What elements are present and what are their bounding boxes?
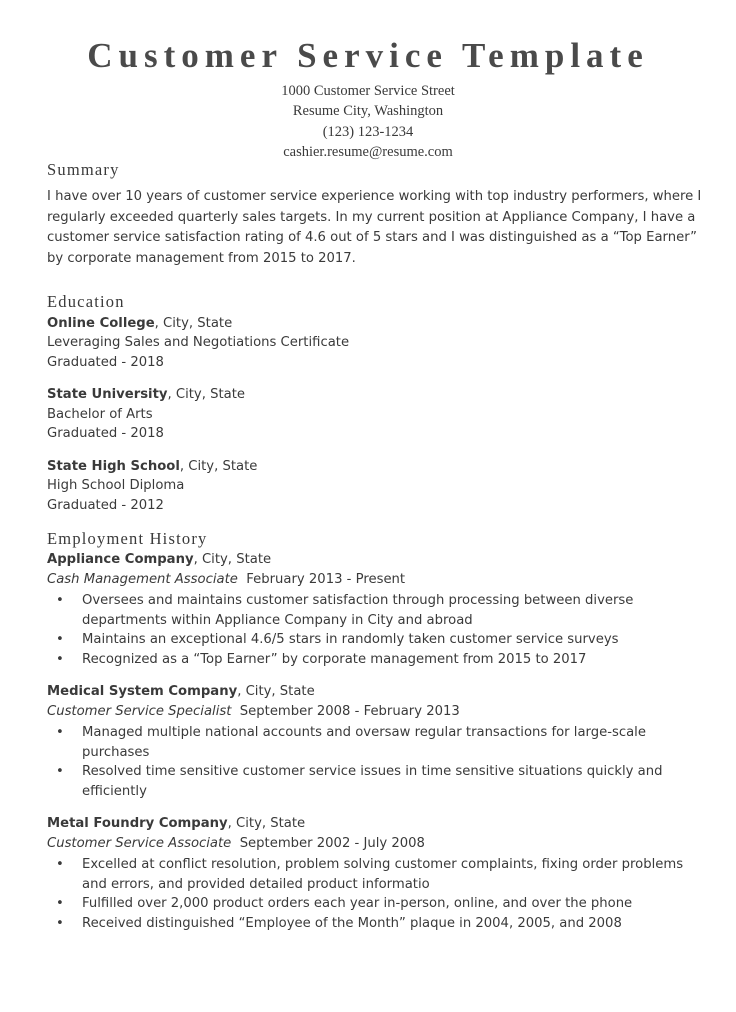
company-name: Appliance Company xyxy=(47,552,194,568)
bullet-text: Excelled at conflict resolution, problem solving customer complaints, fixing order problems and errors, and provided detailed product informatio xyxy=(82,857,684,892)
job-bullets xyxy=(47,855,707,933)
bullet-icon: • xyxy=(56,896,64,912)
job-role: Customer Service Associate xyxy=(47,835,232,851)
job-entry xyxy=(47,550,707,669)
education-heading: Education xyxy=(47,291,125,311)
degree: Bachelor of Arts xyxy=(47,406,153,422)
employment-heading: Employment History xyxy=(47,529,208,549)
job-dates: February 2013 - Present xyxy=(246,571,406,587)
list-item xyxy=(47,762,707,801)
job-entry xyxy=(47,682,707,801)
school-name: State High School xyxy=(47,458,180,474)
bullet-text: Received distinguished “Employee of the Month” plaque in 2004, 2005, and 2008 xyxy=(82,915,622,931)
job-role: Customer Service Specialist xyxy=(47,703,232,719)
bullet-text: Maintains an exceptional 4.6/5 stars in randomly taken customer service surveys xyxy=(82,632,619,648)
school-location: , City, State xyxy=(154,315,233,331)
degree: High School Diploma xyxy=(47,478,185,494)
company-location: , City, State xyxy=(193,552,272,568)
job-entry xyxy=(47,814,707,933)
bullet-icon: • xyxy=(56,764,64,780)
bullet-icon: • xyxy=(56,632,64,648)
school-location: , City, State xyxy=(167,387,246,403)
job-bullets xyxy=(47,591,707,669)
bullet-text: Managed multiple national accounts and oversaw regular transactions for large-scale purchases xyxy=(82,725,646,760)
education-section xyxy=(47,292,707,516)
summary-section xyxy=(47,160,707,270)
list-item xyxy=(47,723,707,762)
company-name: Medical System Company xyxy=(47,684,238,700)
list-item xyxy=(47,650,707,670)
bullet-icon: • xyxy=(56,593,64,609)
graduation-date: Graduated - 2018 xyxy=(47,426,164,442)
company-name: Metal Foundry Company xyxy=(47,816,228,832)
resume-body xyxy=(47,160,707,946)
graduation-date: Graduated - 2018 xyxy=(47,354,164,370)
address-line-2: Resume City, Washington xyxy=(292,103,444,120)
job-bullets xyxy=(47,723,707,801)
education-entry xyxy=(47,385,707,444)
bullet-text: Oversees and maintains customer satisfaction through processing between diverse departments within Appliance Company in City and abroad xyxy=(82,593,634,628)
job-role: Cash Management Associate xyxy=(47,571,238,587)
job-dates: September 2008 - February 2013 xyxy=(239,703,460,719)
bullet-icon: • xyxy=(56,651,64,667)
degree: Leveraging Sales and Negotiations Certificate xyxy=(47,335,350,351)
phone-number: (123) 123-1234 xyxy=(322,123,414,140)
employment-section xyxy=(47,529,707,933)
summary-heading: Summary xyxy=(47,160,120,179)
bullet-icon: • xyxy=(56,725,64,741)
address-line-1: 1000 Customer Service Street xyxy=(281,83,455,99)
school-location: , City, State xyxy=(179,458,258,474)
email-address: cashier.resume@resume.com xyxy=(283,143,453,160)
list-item xyxy=(47,591,707,630)
list-item xyxy=(47,914,707,934)
bullet-text: Resolved time sensitive customer service issues in time sensitive situations quickly and efficiently xyxy=(82,764,663,799)
bullet-icon: • xyxy=(56,915,64,931)
school-name: State University xyxy=(47,387,168,403)
education-entry xyxy=(47,314,707,373)
bullet-icon: • xyxy=(56,857,64,873)
company-location: , City, State xyxy=(227,816,306,832)
resume-title: Customer Service Template xyxy=(87,36,649,75)
contact-block xyxy=(0,81,736,162)
bullet-text: Fulfilled over 2,000 product orders each year in-person, online, and over the phone xyxy=(82,896,633,912)
school-name: Online College xyxy=(47,315,155,331)
job-dates: September 2002 - July 2008 xyxy=(239,835,425,851)
bullet-text: Recognized as a “Top Earner” by corporate management from 2015 to 2017 xyxy=(82,651,587,667)
list-item xyxy=(47,855,707,894)
list-item xyxy=(47,894,707,914)
summary-text: I have over 10 years of customer service experience working with top industry performers, where I regularly exceeded quarterly sales targets. In my current position at Appliance Company, I have a customer service satisfaction rating of 4.6 out of 5 stars and I was distinguished as a “Top Earner” by corporate management from 2015 to 2017. xyxy=(47,189,702,267)
graduation-date: Graduated - 2012 xyxy=(47,497,164,513)
company-location: , City, State xyxy=(237,684,315,700)
list-item xyxy=(47,630,707,650)
education-entry xyxy=(47,457,707,516)
